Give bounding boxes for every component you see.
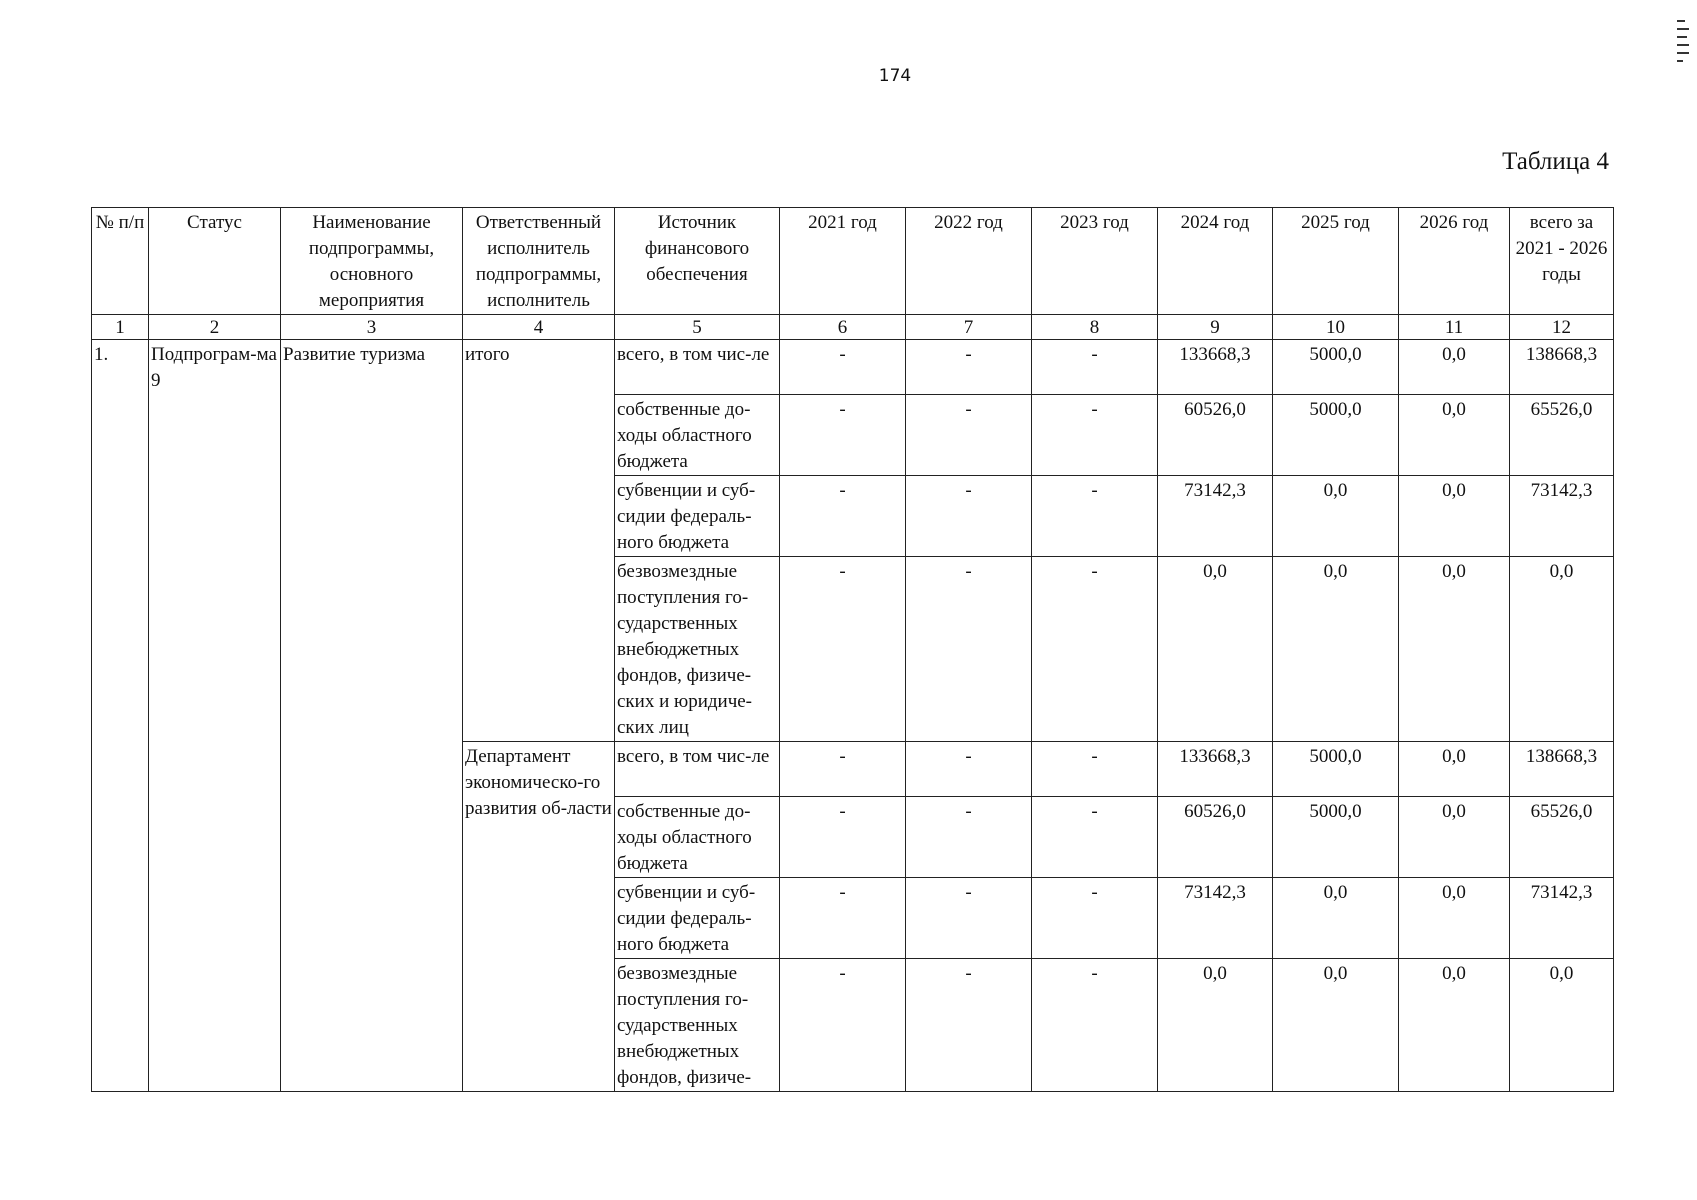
- executor-cell: итого: [463, 340, 615, 742]
- value-2025: 5000,0: [1273, 340, 1399, 395]
- source-cell: безвозмездные поступления го-сударственных внебюджетных фондов, физиче-: [615, 959, 780, 1092]
- value-2025: 0,0: [1273, 557, 1399, 742]
- source-cell: собственные до-ходы областного бюджета: [615, 395, 780, 476]
- value-total: 65526,0: [1510, 395, 1614, 476]
- table-row: [92, 340, 1614, 395]
- column-number: 4: [463, 315, 615, 340]
- value-2022: -: [906, 878, 1032, 959]
- source-cell: всего, в том чис-ле: [615, 340, 780, 395]
- value-2024: 60526,0: [1158, 797, 1273, 878]
- value-total: 138668,3: [1510, 340, 1614, 395]
- value-2026: 0,0: [1399, 476, 1510, 557]
- entry-status: Подпрограм-ма 9: [149, 340, 281, 1092]
- value-2022: -: [906, 959, 1032, 1092]
- value-2023: -: [1032, 557, 1158, 742]
- value-2023: -: [1032, 959, 1158, 1092]
- value-2024: 0,0: [1158, 557, 1273, 742]
- source-cell: субвенции и суб-сидии федераль-ного бюджета: [615, 476, 780, 557]
- header-2024: 2024 год: [1158, 208, 1273, 315]
- source-cell: безвозмездные поступления го-сударственных внебюджетных фондов, физиче-ских и юридиче-ских лиц: [615, 557, 780, 742]
- column-number: 11: [1399, 315, 1510, 340]
- budget-table: [91, 207, 1614, 1092]
- value-2024: 73142,3: [1158, 476, 1273, 557]
- value-2026: 0,0: [1399, 340, 1510, 395]
- value-2022: -: [906, 742, 1032, 797]
- table-header-row: [92, 208, 1614, 315]
- value-2023: -: [1032, 395, 1158, 476]
- column-number: 3: [281, 315, 463, 340]
- column-number: 9: [1158, 315, 1273, 340]
- value-total: 0,0: [1510, 959, 1614, 1092]
- value-2021: -: [780, 340, 906, 395]
- value-2021: -: [780, 476, 906, 557]
- column-number: 2: [149, 315, 281, 340]
- value-2026: 0,0: [1399, 959, 1510, 1092]
- column-number: 8: [1032, 315, 1158, 340]
- value-2023: -: [1032, 878, 1158, 959]
- header-2021: 2021 год: [780, 208, 906, 315]
- value-total: 0,0: [1510, 557, 1614, 742]
- value-2025: 5000,0: [1273, 797, 1399, 878]
- margin-ticks-decoration: [1677, 20, 1689, 150]
- table-caption: Таблица 4: [1502, 148, 1609, 175]
- column-number: 10: [1273, 315, 1399, 340]
- column-number: 12: [1510, 315, 1614, 340]
- value-2026: 0,0: [1399, 557, 1510, 742]
- entry-name: Развитие туризма: [281, 340, 463, 1092]
- value-2026: 0,0: [1399, 797, 1510, 878]
- value-2023: -: [1032, 742, 1158, 797]
- header-status: Статус: [149, 208, 281, 315]
- header-2022: 2022 год: [906, 208, 1032, 315]
- header-executor: Ответственный исполнитель подпрограммы, исполнитель: [463, 208, 615, 315]
- executor-cell: Департамент экономическо-го развития об-ласти: [463, 742, 615, 1092]
- column-number: 5: [615, 315, 780, 340]
- value-2022: -: [906, 476, 1032, 557]
- header-source: Источник финансового обеспечения: [615, 208, 780, 315]
- value-2024: 0,0: [1158, 959, 1273, 1092]
- header-2025: 2025 год: [1273, 208, 1399, 315]
- header-2023: 2023 год: [1032, 208, 1158, 315]
- column-number: 6: [780, 315, 906, 340]
- column-number-row: [92, 315, 1614, 340]
- value-2022: -: [906, 557, 1032, 742]
- value-2021: -: [780, 878, 906, 959]
- column-number: 1: [92, 315, 149, 340]
- value-2021: -: [780, 395, 906, 476]
- value-2026: 0,0: [1399, 395, 1510, 476]
- source-cell: всего, в том чис-ле: [615, 742, 780, 797]
- source-cell: субвенции и суб-сидии федераль-ного бюджета: [615, 878, 780, 959]
- value-2022: -: [906, 797, 1032, 878]
- value-2025: 5000,0: [1273, 395, 1399, 476]
- value-2021: -: [780, 797, 906, 878]
- value-total: 73142,3: [1510, 476, 1614, 557]
- header-number: № п/п: [92, 208, 149, 315]
- value-2023: -: [1032, 797, 1158, 878]
- value-2025: 5000,0: [1273, 742, 1399, 797]
- value-2026: 0,0: [1399, 742, 1510, 797]
- value-2022: -: [906, 395, 1032, 476]
- value-2021: -: [780, 557, 906, 742]
- value-2025: 0,0: [1273, 476, 1399, 557]
- value-2021: -: [780, 959, 906, 1092]
- header-name: Наименование подпрограммы, основного мероприятия: [281, 208, 463, 315]
- value-2023: -: [1032, 340, 1158, 395]
- value-total: 138668,3: [1510, 742, 1614, 797]
- header-total: всего за 2021 - 2026 годы: [1510, 208, 1614, 315]
- page-number: 174: [878, 66, 912, 86]
- value-2021: -: [780, 742, 906, 797]
- value-total: 65526,0: [1510, 797, 1614, 878]
- value-2024: 133668,3: [1158, 742, 1273, 797]
- value-2025: 0,0: [1273, 878, 1399, 959]
- header-2026: 2026 год: [1399, 208, 1510, 315]
- source-cell: собственные до-ходы областного бюджета: [615, 797, 780, 878]
- value-2024: 73142,3: [1158, 878, 1273, 959]
- value-2022: -: [906, 340, 1032, 395]
- value-2024: 60526,0: [1158, 395, 1273, 476]
- column-number: 7: [906, 315, 1032, 340]
- value-2023: -: [1032, 476, 1158, 557]
- value-2024: 133668,3: [1158, 340, 1273, 395]
- entry-number: 1.: [92, 340, 149, 1092]
- value-total: 73142,3: [1510, 878, 1614, 959]
- value-2026: 0,0: [1399, 878, 1510, 959]
- value-2025: 0,0: [1273, 959, 1399, 1092]
